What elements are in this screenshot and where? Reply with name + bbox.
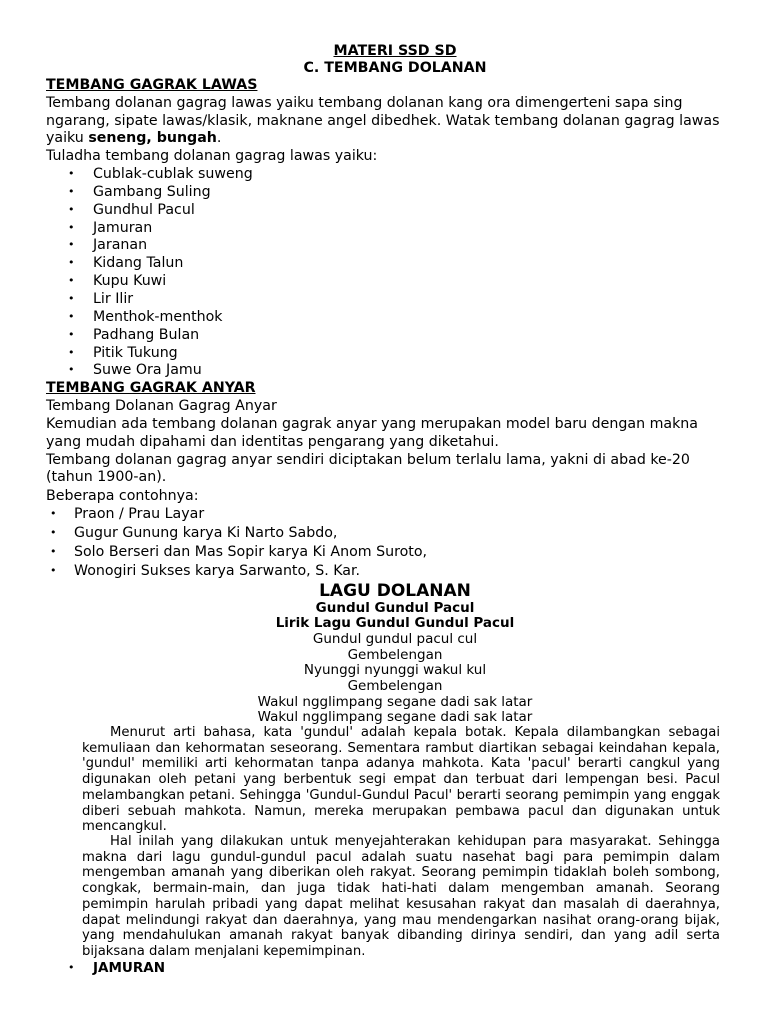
lawas-watak-bold: seneng, bungah	[88, 130, 217, 146]
list-item-label: Solo Berseri dan Mas Sopir karya Ki Anom Suroto,	[74, 544, 428, 560]
list-item-label: Pitik Tukung	[93, 345, 178, 361]
lawas-paragraph-line-2: ngarang, sipate lawas/klasik, maknane angel dibedhek. Watak tembang dolanan gagrag lawas	[46, 113, 720, 129]
anyar-line-6: Beberapa contohnya:	[46, 488, 199, 504]
lyric-line: Wakul ngglimpang segane dadi sak latar	[257, 694, 533, 710]
list-item-label: Kidang Talun	[93, 255, 184, 271]
document-subtitle: C. TEMBANG DOLANAN	[303, 60, 487, 76]
bullet-icon: •	[68, 961, 75, 974]
jamuran-heading: JAMURAN	[93, 960, 166, 976]
bullet-icon: •	[50, 507, 57, 520]
lyric-line: Gundul gundul pacul cul	[312, 631, 478, 647]
bullet-icon: •	[68, 221, 75, 234]
list-item-label: Praon / Prau Layar	[74, 506, 205, 522]
list-item-label: Padhang Bulan	[93, 327, 200, 343]
bullet-icon: •	[68, 238, 75, 251]
bullet-icon: •	[50, 564, 57, 577]
lawas-intro: Tuladha tembang dolanan gagrag lawas yaiku:	[46, 148, 378, 164]
meaning-paragraph-1: Menurut arti bahasa, kata 'gundul' adalah kepala botak. Kepala dilambangkan sebagai kemuliaan dan kehormatan seseorang. Sementara rambut diartikan sebagai keindahan kepala, 'gundul' memiliki arti kehormatan tanpa adanya mahkota. Kata 'pacul' berarti cangkul yang digunakan oleh petani yang berbentuk segi empat dan terbuat dari lempengan besi. Pacul melambangkan petani. Sehingga 'Gundul-Gundul Pacul' berarti seorang pemimpin yang enggak diberi sebuah mahkota. Namun, mereka merupakan pembawa pacul dan digunakan untuk mencangkul.	[82, 725, 720, 835]
lyrics-title: Lirik Lagu Gundul Gundul Pacul	[275, 615, 515, 631]
lyric-line: Gembelengan	[347, 647, 443, 663]
list-item-label: Cublak-cublak suweng	[93, 166, 253, 182]
list-item-label: Wonogiri Sukses karya Sarwanto, S. Kar.	[74, 563, 361, 579]
bullet-icon: •	[68, 328, 75, 341]
bullet-icon: •	[68, 167, 75, 180]
anyar-line-4: Tembang dolanan gagrag anyar sendiri diciptakan belum terlalu lama, yakni di abad ke-20	[46, 452, 690, 468]
list-item-label: Gundhul Pacul	[93, 202, 195, 218]
lawas-paragraph-line-1: Tembang dolanan gagrag lawas yaiku tembang dolanan kang ora dimengerteni sapa sing	[46, 95, 683, 111]
lyric-line: Nyunggi nyunggi wakul kul	[303, 662, 487, 678]
lyric-line: Gembelengan	[347, 678, 443, 694]
bullet-icon: •	[68, 310, 75, 323]
list-item-label: Menthok-menthok	[93, 309, 223, 325]
anyar-line-2: Kemudian ada tembang dolanan gagrak anyar yang merupakan model baru dengan makna	[46, 416, 698, 432]
lagu-title: LAGU DOLANAN	[319, 581, 471, 601]
meaning-paragraph-2: Hal inilah yang dilakukan untuk menyejahterakan kehidupan para masyarakat. Sehingga makna dari lagu gundul-gundul pacul adalah suatu nasehat bagi para pemimpin dalam mengemban amanah yang diberikan oleh rakyat. Seorang pemimpin tidaklah boleh sombong, congkak, bermain-main, dan juga tidak hati-hati dalam mengemban amanah. Seorang pemimpin harulah pribadi yang dapat melihat kesusahan rakyat dan masalah di daerahnya, dapat melindungi rakyat dan daerahnya, yang mau mendengarkan nasihat orang-orang bijak, yang mendahulukan amanah rakyat banyak dibanding dirinya sendiri, dan yang adil serta bijaksana dalam menjalani kepemimpinan.	[82, 834, 720, 959]
list-item-label: Lir Ilir	[93, 291, 134, 307]
list-item-label: Gugur Gunung karya Ki Narto Sabdo,	[74, 525, 338, 541]
list-item-label: Suwe Ora Jamu	[93, 362, 202, 378]
anyar-line-5: (tahun 1900-an).	[46, 469, 167, 485]
section-heading-anyar: TEMBANG GAGRAK ANYAR	[46, 380, 256, 396]
bullet-icon: •	[68, 185, 75, 198]
lawas-p1-pre: yaiku	[46, 130, 89, 146]
bullet-icon: •	[68, 274, 75, 287]
list-item-label: Jaranan	[93, 237, 148, 253]
lyric-line: Wakul ngglimpang segane dadi sak latar	[257, 709, 533, 725]
lawas-paragraph-line-3	[46, 129, 221, 147]
bullet-icon: •	[68, 363, 75, 376]
document-title: MATERI SSD SD	[333, 43, 457, 59]
list-item-label: Jamuran	[93, 220, 153, 236]
bullet-icon: •	[50, 526, 57, 539]
bullet-icon: •	[68, 346, 75, 359]
anyar-line-1: Tembang Dolanan Gagrag Anyar	[46, 398, 277, 414]
bullet-icon: •	[68, 292, 75, 305]
anyar-line-3: yang mudah dipahami dan identitas pengarang yang diketahui.	[46, 434, 499, 450]
bullet-icon: •	[68, 203, 75, 216]
list-item-label: Kupu Kuwi	[93, 273, 167, 289]
bullet-icon: •	[50, 545, 57, 558]
song-title: Gundul Gundul Pacul	[315, 600, 475, 616]
bullet-icon: •	[68, 256, 75, 269]
lawas-p1-post: .	[216, 130, 222, 146]
list-item-label: Gambang Suling	[93, 184, 211, 200]
section-heading-lawas: TEMBANG GAGRAK LAWAS	[46, 77, 258, 93]
